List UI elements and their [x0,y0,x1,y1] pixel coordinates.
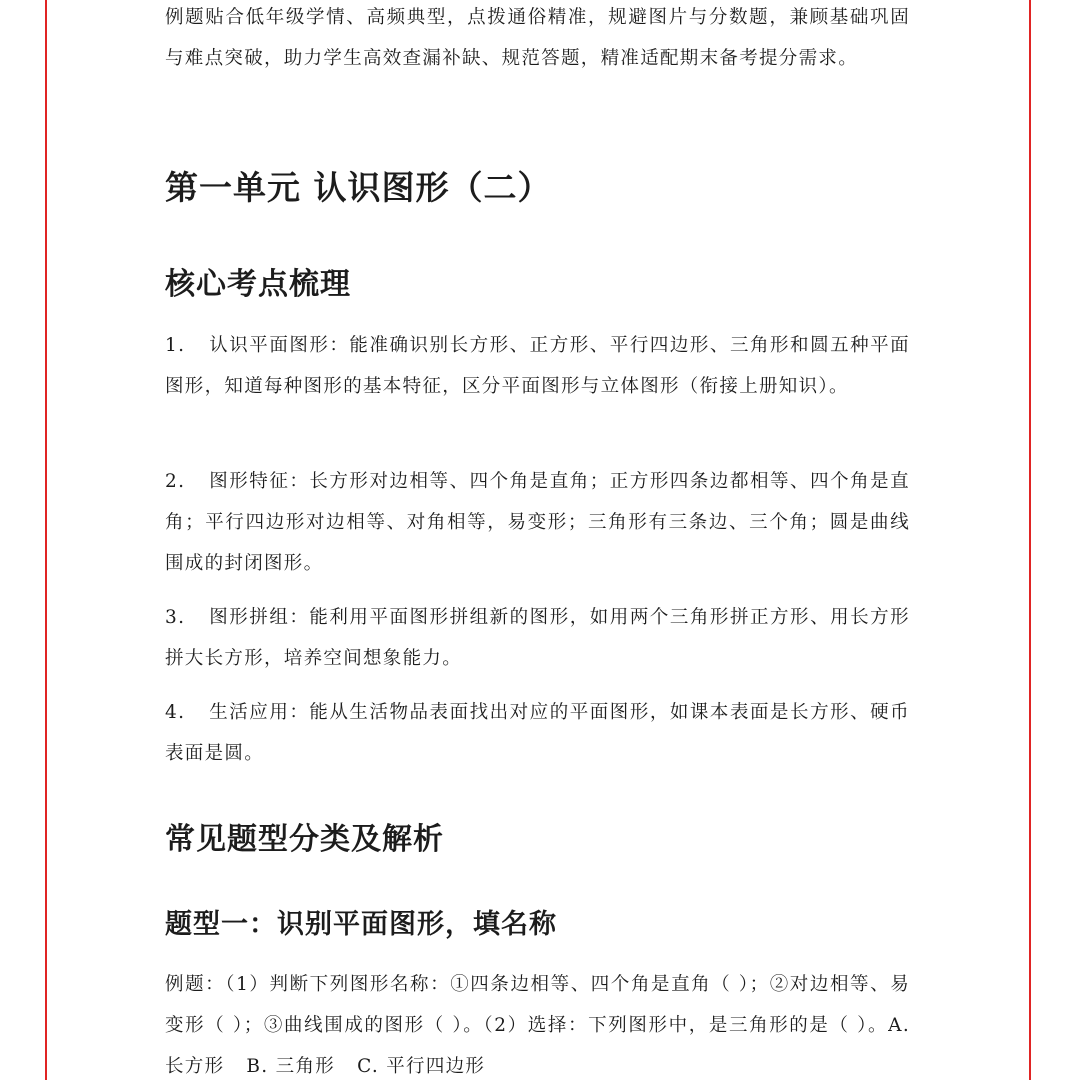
core-point-1-number: 1. [165,335,186,356]
option-b: B. 三角形 [246,1056,336,1077]
core-point-2-text: 图形特征：长方形对边相等、四个角是直角；正方形四条边都相等、四个角是直角；平行四边形对边相等、对角相等，易变形；三角形有三条边、三个角；圆是曲线围成的封闭图形。 [165,471,910,574]
core-point-1 [165,325,910,407]
core-point-4-text: 生活应用：能从生活物品表面找出对应的平面图形，如课本表面是长方形、硬币表面是圆。 [165,702,910,764]
type-one-heading: 题型一：识别平面图形，填名称 [165,909,557,940]
question-types-heading: 常见题型分类及解析 [165,822,444,857]
example-text: 例题：（1）判断下列图形名称：①四条边相等、四个角是直角（ ）；②对边相等、易变形（ ）；③曲线围成的图形（ ）。（2）选择：下列图形中，是三角形的是（ ）。 [165,974,910,1036]
core-point-2 [165,461,910,584]
core-point-3-text: 图形拼组：能利用平面图形拼组新的图形，如用两个三角形拼正方形、用长方形拼大长方形，培养空间想象能力。 [165,607,910,669]
core-point-3-number: 3. [165,607,186,628]
right-margin-line [1029,0,1031,1080]
option-c: C. 平行四边形 [357,1056,486,1077]
core-point-1-text: 认识平面图形：能准确识别长方形、正方形、平行四边形、三角形和圆五种平面图形，知道每种图形的基本特征，区分平面图形与立体图形（衔接上册知识）。 [165,335,910,397]
core-point-3 [165,597,910,679]
unit-title: 第一单元 认识图形（二） [165,168,552,207]
core-points-heading: 核心考点梳理 [165,267,351,302]
core-point-4 [165,692,910,774]
intro-paragraph: 例题贴合低年级学情、高频典型，点拨通俗精准，规避图片与分数题，兼顾基础巩固与难点突破，助力学生高效查漏补缺、规范答题，精准适配期末备考提分需求。 [165,7,910,69]
option-a: A. 长方形 [165,1015,910,1077]
core-point-2-number: 2. [165,471,186,492]
core-point-4-number: 4. [165,702,186,723]
left-margin-line [45,0,47,1080]
type-one-example [165,964,910,1080]
